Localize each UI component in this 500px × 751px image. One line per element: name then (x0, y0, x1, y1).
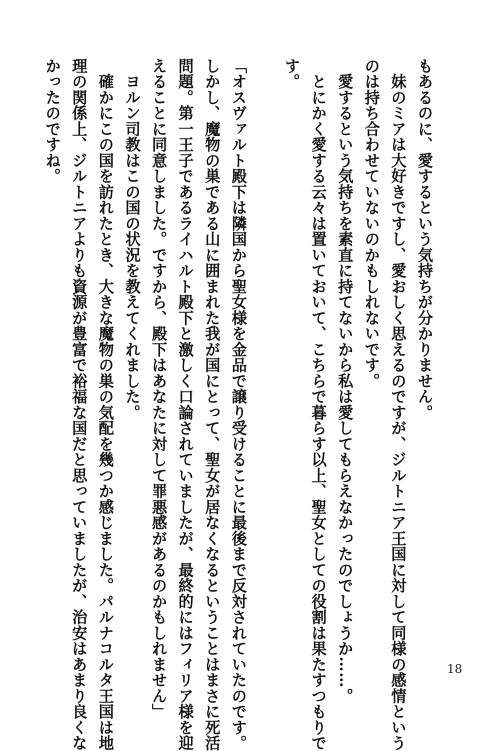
dialogue-line: えることに同意しました。ですから、殿下はあなたに対して罪悪感があるのかもしれません」 (150, 58, 169, 720)
page-number: 18 (447, 662, 463, 676)
text-line: もあるのに、愛するという気持ちが分かりません。 (416, 58, 434, 421)
text-line: 理の関係上、ジルトニアよりも資源が豊富で裕福な国だと思っていましたが、治安はあまり良くな (70, 58, 89, 751)
dialogue-line: 「オスヴァルト殿下は隣国から聖女様を金品で譲り受けることに最後まで反対されていたのです。 (229, 58, 248, 751)
text-line: かったのですね。 (43, 58, 62, 184)
text-line: とにかく愛する云々は置いておいて、こちらで暮らす以上、聖女としての役割は果たすつもりで (309, 58, 328, 751)
text-line: 愛するという気持ちを素直に持てないから私は愛してもらえなかったのでしょうか……。 (336, 58, 355, 704)
text-line: のは持ち合わせていないのかもしれないです。 (362, 58, 381, 389)
blank-line (252, 58, 279, 658)
dialogue-line: 問題。第一王子であるライハルト殿下と激しく口論されていましたが、最終的にはフィリア様を迎 (176, 58, 195, 751)
text-line: 妹のミアは大好きですし、愛おしく思えるのですが、ジルトニア王国に対して同様の感情という (389, 58, 408, 751)
text-line: 確かにこの国を訪れたとき、大きな魔物の巣の気配を幾つか感じました。パルナコルタ王国は地 (96, 58, 115, 751)
text-line: す。 (283, 58, 302, 90)
text-line: ヨルン司教はこの国の状況を教えてくれました。 (123, 58, 142, 421)
vertical-text-block (39, 58, 438, 751)
dialogue-line: しかし、魔物の巣である山に囲まれた我が国にとって、聖女が居なくなるということはまさに死活 (203, 58, 222, 751)
